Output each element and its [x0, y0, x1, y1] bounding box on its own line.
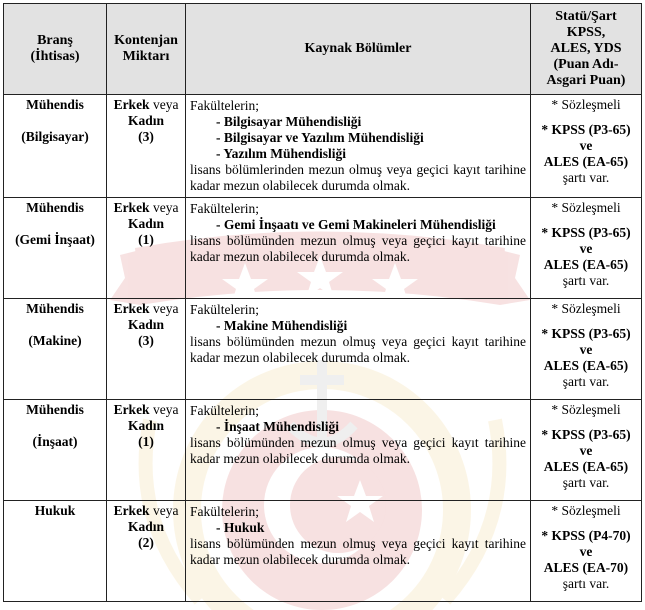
- header-row: [4, 4, 642, 95]
- statu-cell: * Sözleşmeli * KPSS (P3-65) ve ALES (EA-65) şartı var.: [531, 400, 642, 501]
- brans-cell: Mühendis (İnşaat): [4, 400, 107, 501]
- department-item: - Gemi İnşaatı ve Gemi Makineleri Mühendisliği: [216, 217, 496, 232]
- header-kaynak: Kaynak Bölümler: [186, 4, 531, 95]
- kaynak-cell: Fakültelerin; - Hukuk lisans bölümünden mezun olmuş veya geçici kayıt tarihine kadar mezun olabilecek durumda olmak.: [186, 501, 531, 602]
- brans-cell: Hukuk: [4, 501, 107, 602]
- department-item: - Bilgisayar Mühendisliği: [216, 114, 362, 129]
- department-item: - Yazılım Mühendisliği: [216, 146, 347, 161]
- table-row: [4, 198, 642, 299]
- kaynak-cell: Fakültelerin; - Gemi İnşaatı ve Gemi Makineleri Mühendisliği lisans bölümünden mezun olmuş veya geçici kayıt tarihine kadar mezun olabilecek durumda olmak.: [186, 198, 531, 299]
- statu-cell: * Sözleşmeli * KPSS (P3-65) ve ALES (EA-65) şartı var.: [531, 95, 642, 198]
- recruitment-table: [3, 3, 642, 602]
- department-item: - Makine Mühendisliği: [216, 318, 348, 333]
- table-row: [4, 95, 642, 198]
- brans-cell: Mühendis (Bilgisayar): [4, 95, 107, 198]
- kontenjan-cell: Erkek veya Kadın (1): [107, 198, 186, 299]
- table-row: [4, 400, 642, 501]
- statu-cell: * Sözleşmeli * KPSS (P3-65) ve ALES (EA-65) şartı var.: [531, 299, 642, 400]
- header-statu: Statü/Şart KPSS, ALES, YDS (Puan Adı- Asgari Puan): [531, 4, 642, 95]
- table-row: [4, 299, 642, 400]
- kontenjan-cell: Erkek veya Kadın (1): [107, 400, 186, 501]
- kaynak-cell: Fakültelerin; - Makine Mühendisliği lisans bölümünden mezun olmuş veya geçici kayıt tarihine kadar mezun olabilecek durumda olmak.: [186, 299, 531, 400]
- brans-cell: Mühendis (Gemi İnşaat): [4, 198, 107, 299]
- kaynak-cell: Fakültelerin; - İnşaat Mühendisliği lisans bölümünden mezun olmuş veya geçici kayıt tarihine kadar mezun olabilecek durumda olmak.: [186, 400, 531, 501]
- header-brans: Branş (İhtisas): [4, 4, 107, 95]
- statu-cell: * Sözleşmeli * KPSS (P4-70) ve ALES (EA-70) şartı var.: [531, 501, 642, 602]
- kontenjan-cell: Erkek veya Kadın (3): [107, 299, 186, 400]
- table-row: [4, 501, 642, 602]
- header-kontenjan: Kontenjan Miktarı: [107, 4, 186, 95]
- brans-cell: Mühendis (Makine): [4, 299, 107, 400]
- kontenjan-cell: Erkek veya Kadın (2): [107, 501, 186, 602]
- department-item: - Bilgisayar ve Yazılım Mühendisliği: [216, 130, 424, 145]
- department-item: - İnşaat Mühendisliği: [216, 419, 340, 434]
- department-item: - Hukuk: [216, 520, 265, 535]
- kaynak-cell: Fakültelerin; - Bilgisayar Mühendisliği - Bilgisayar ve Yazılım Mühendisliği - Yazılım Mühendisliği lisans bölümlerinden mezun olmuş veya geçici kayıt tarihine kadar mezun olabilecek durumda olmak.: [186, 95, 531, 198]
- kontenjan-cell: Erkek veya Kadın (3): [107, 95, 186, 198]
- statu-cell: * Sözleşmeli * KPSS (P3-65) ve ALES (EA-65) şartı var.: [531, 198, 642, 299]
